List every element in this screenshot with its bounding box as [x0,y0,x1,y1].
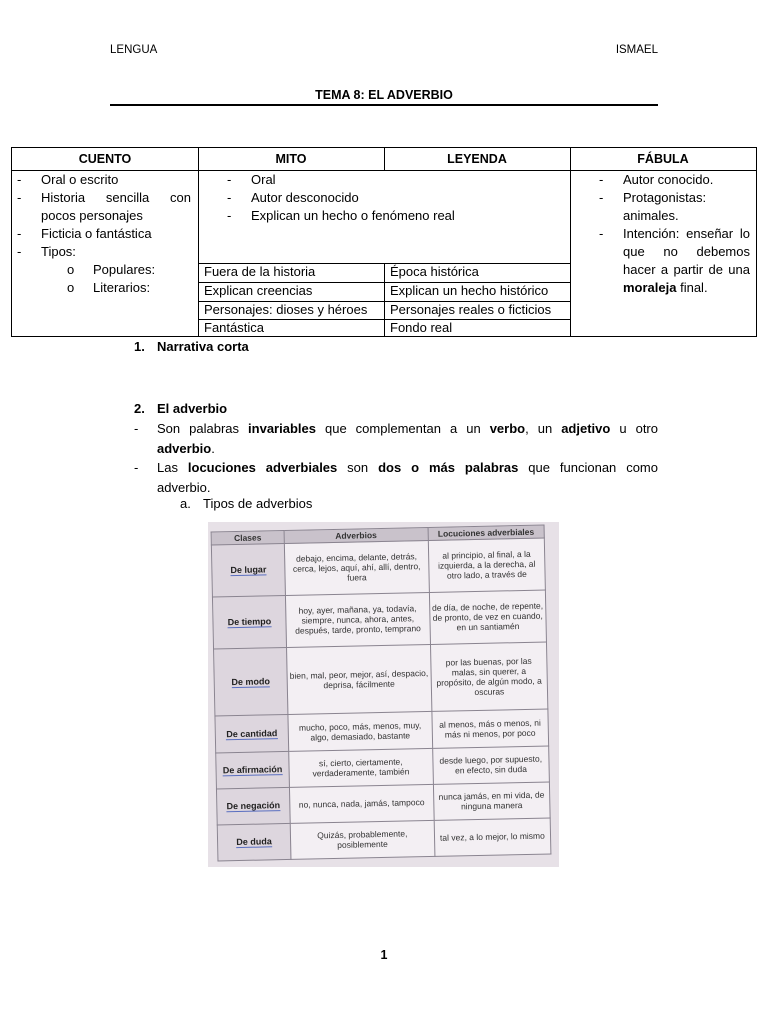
leyenda-trait: Personajes reales o ficticios [390,302,552,317]
text: . [211,440,215,456]
locution-list: desde luego, por supuesto, en efecto, sin duda [432,746,549,785]
leyenda-trait: Explican un hecho histórico [390,283,549,298]
mito-trait: Personajes: dioses y héroes [204,302,368,317]
list-item: o Literarios: [17,279,191,297]
fabula-text: final. [676,280,708,295]
adverb-types-table [211,525,552,862]
locution-list: al menos, más o menos, ni más ni menos, por poco [432,709,549,748]
locution-list: tal vez, a lo mejor, lo mismo [434,818,551,857]
header-fabula: FÁBULA [637,152,689,166]
locution-list: al principio, al final, a la izquierda, a la derecha, al otro lado, a través de [428,538,545,592]
list-item [599,225,750,297]
adverb-list: bien, mal, peor, mejor, así, despacio, deprisa, fácilmente [287,644,432,715]
list-item: - Oral o escrito [17,171,191,189]
section-1-number: 1. [134,339,145,354]
list-item: - Explican un hecho o fenómeno real [227,207,567,225]
fabula-bold: moraleja [623,280,677,295]
header-mito: MITO [275,152,307,166]
bold-text: dos o más palabras [378,460,519,475]
adverb-class: De cantidad [215,715,289,753]
list-item: - Autor conocido. [599,171,750,189]
bold-text: adverbio [157,440,212,456]
bold-text: locuciones adverbiales [187,460,338,475]
mito-trait: Fuera de la historia [204,264,316,279]
list-item: - Oral [227,171,567,189]
title-underline [110,104,658,106]
text: adverbio. [157,479,211,495]
header-cuento: CUENTO [78,152,132,166]
adverb-list: Quizás, probablemente, posiblemente [290,820,434,859]
adverb-list: no, nunca, nada, jamás, tampoco [289,784,433,823]
photo-header-clases: Clases [211,530,284,545]
narrative-genres-table [11,147,757,337]
student-name: ISMAEL [615,44,658,56]
table-row [217,818,551,861]
locution-list: nunca jamás, en mi vida, de ninguna manera [433,782,550,821]
text: que funcionan como [518,460,658,475]
text: Las [157,460,188,475]
page-number: 1 [380,948,388,962]
adverb-class: De modo [214,647,288,716]
text: que complementan a un [315,421,490,436]
list-item: - Ficticia o fantástica [17,225,191,243]
adverb-class: De tiempo [212,595,286,648]
adverb-list: hoy, ayer, mañana, ya, todavía, siempre, nunca, ahora, antes, después, tarde, pronto, temprano [285,592,430,647]
table-row [211,538,545,597]
bold-text: verbo [489,421,526,436]
adverb-definition: - Son palabras invariables que complementan a un verbo, un adjetivo u otro adverbio. [134,421,658,456]
leyenda-trait: Época histórica [390,264,479,279]
list-item: - Autor desconocido [227,189,567,207]
text: u otro [610,421,658,436]
list-item: - Tipos: [17,243,191,261]
section-2-number: 2. [134,401,145,416]
table-row [214,642,548,717]
section-2-title: El adverbio [157,401,228,416]
fabula-text: Intención: enseñar lo que no debemos hacer a partir de una [623,226,750,277]
adverb-types-photo [208,522,559,867]
section-1-title: Narrativa corta [157,339,249,354]
mito-trait: Fantástica [204,320,264,335]
col-divider [570,148,571,336]
locuciones-definition: - Las locuciones adverbiales son dos o más palabras que funcionan como adverbio. [134,458,658,497]
leyenda-trait: Fondo real [390,320,453,335]
locution-list: por las buenas, por las malas, sin querer, a propósito, de algún modo, a oscuras [430,642,548,712]
header-leyenda: LEYENDA [447,152,507,166]
table-row [212,590,546,649]
adverb-class: De negación [216,787,290,825]
subject-label: LENGUA [110,44,158,56]
photo-header-adverbios: Adverbios [284,527,428,543]
subsection-a-number: a. [180,496,191,511]
adverb-list: mucho, poco, más, menos, muy, algo, demasiado, bastante [288,712,432,751]
adverb-list: sí, cierto, ciertamente, verdaderamente, también [289,748,433,787]
adverb-class: De afirmación [216,751,290,789]
subsection-a-title: Tipos de adverbios [203,496,313,511]
adverb-class: De duda [217,823,291,861]
bold-text: adjetivo [561,421,611,436]
mito-leyenda-cell [227,171,567,225]
fabula-cell [599,171,750,297]
bold-text: invariables [248,421,316,436]
photo-header-locuciones: Locuciones adverbiales [428,525,545,540]
list-item: - Historia sencilla con pocos personajes [17,189,191,225]
text: Son palabras [157,421,249,436]
page-title: TEMA 8: EL ADVERBIO [315,88,453,102]
adverb-list: debajo, encima, delante, detrás, cerca, lejos, aquí, ahí, allí, dentro, fuera [284,540,429,595]
locution-list: de día, de noche, de repente, de pronto, de vez en cuando, en un santiamén [429,590,546,644]
cuento-cell [17,171,191,297]
text: son [337,460,379,475]
adverb-class: De lugar [211,543,285,596]
list-item: o Populares: [17,261,191,279]
mito-trait: Explican creencias [204,283,313,298]
text: , un [525,421,562,436]
list-item: - Protagonistas: animales. [599,189,750,225]
